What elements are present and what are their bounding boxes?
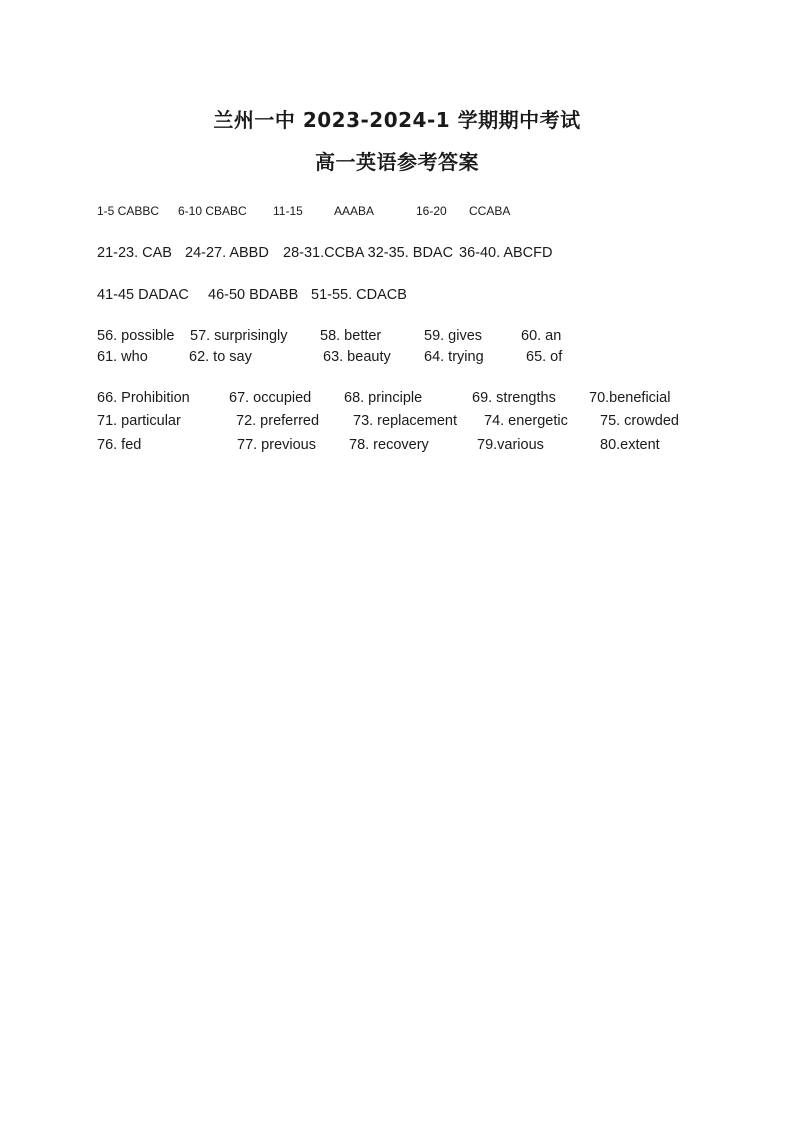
answer-cell: 46-50 BDABB bbox=[208, 287, 299, 303]
answer-cell: AAABA bbox=[334, 204, 375, 218]
answer-cell: 11-15 bbox=[273, 204, 303, 218]
answer-cell: 72. preferred bbox=[236, 413, 320, 429]
answer-cell: 78. recovery bbox=[349, 437, 429, 453]
answer-row-7 bbox=[0, 411, 794, 431]
answer-cell: 60. an bbox=[521, 328, 562, 344]
answer-row-1 bbox=[0, 201, 794, 221]
answer-cell: 70.beneficial bbox=[589, 390, 671, 406]
answer-cell: 75. crowded bbox=[600, 413, 679, 429]
answer-cell: 56. possible bbox=[97, 328, 175, 344]
answer-row-4 bbox=[0, 326, 794, 346]
answer-cell: 76. fed bbox=[97, 437, 142, 453]
answer-cell: 73. replacement bbox=[353, 413, 457, 429]
answer-cell: 36-40. ABCFD bbox=[459, 245, 553, 261]
answer-cell: 77. previous bbox=[237, 437, 316, 453]
answer-cell: 6-10 CBABC bbox=[178, 204, 247, 218]
answer-row-3 bbox=[0, 285, 794, 305]
answer-row-2 bbox=[0, 243, 794, 263]
answer-cell: 59. gives bbox=[424, 328, 483, 344]
answer-cell: 74. energetic bbox=[484, 413, 568, 429]
answer-cell: 57. surprisingly bbox=[190, 328, 288, 344]
document-subtitle: 高一英语参考答案 bbox=[315, 150, 479, 174]
answer-cell: 80.extent bbox=[600, 437, 660, 453]
answer-cell: 21-23. CAB bbox=[97, 245, 172, 261]
answer-row-5 bbox=[0, 347, 794, 367]
answer-cell: 58. better bbox=[320, 328, 382, 344]
answer-row-6 bbox=[0, 388, 794, 408]
document-title: 兰州一中 2023-2024-1 学期期中考试 bbox=[213, 108, 581, 132]
answer-cell: 41-45 DADAC bbox=[97, 287, 189, 303]
answer-cell: 24-27. ABBD bbox=[185, 245, 269, 261]
answer-cell: 69. strengths bbox=[472, 390, 556, 406]
answer-cell: 1-5 CABBC bbox=[97, 204, 160, 218]
answer-cell: 16-20 bbox=[416, 204, 447, 218]
answer-cell: 28-31.CCBA 32-35. BDAC bbox=[283, 245, 454, 261]
answer-cell: 65. of bbox=[526, 349, 563, 365]
answer-cell: 67. occupied bbox=[229, 390, 312, 406]
answer-cell: 68. principle bbox=[344, 390, 423, 406]
answer-cell: 64. trying bbox=[424, 349, 484, 365]
answer-row-8 bbox=[0, 435, 794, 455]
answer-cell: 79.various bbox=[477, 437, 544, 453]
answer-cell: 71. particular bbox=[97, 413, 181, 429]
answer-cell: 51-55. CDACB bbox=[311, 287, 407, 303]
answer-cell: 61. who bbox=[97, 349, 148, 365]
answer-cell: CCABA bbox=[469, 204, 511, 218]
answer-cell: 63. beauty bbox=[323, 349, 391, 365]
answer-cell: 62. to say bbox=[189, 349, 252, 365]
answer-cell: 66. Prohibition bbox=[97, 390, 190, 406]
